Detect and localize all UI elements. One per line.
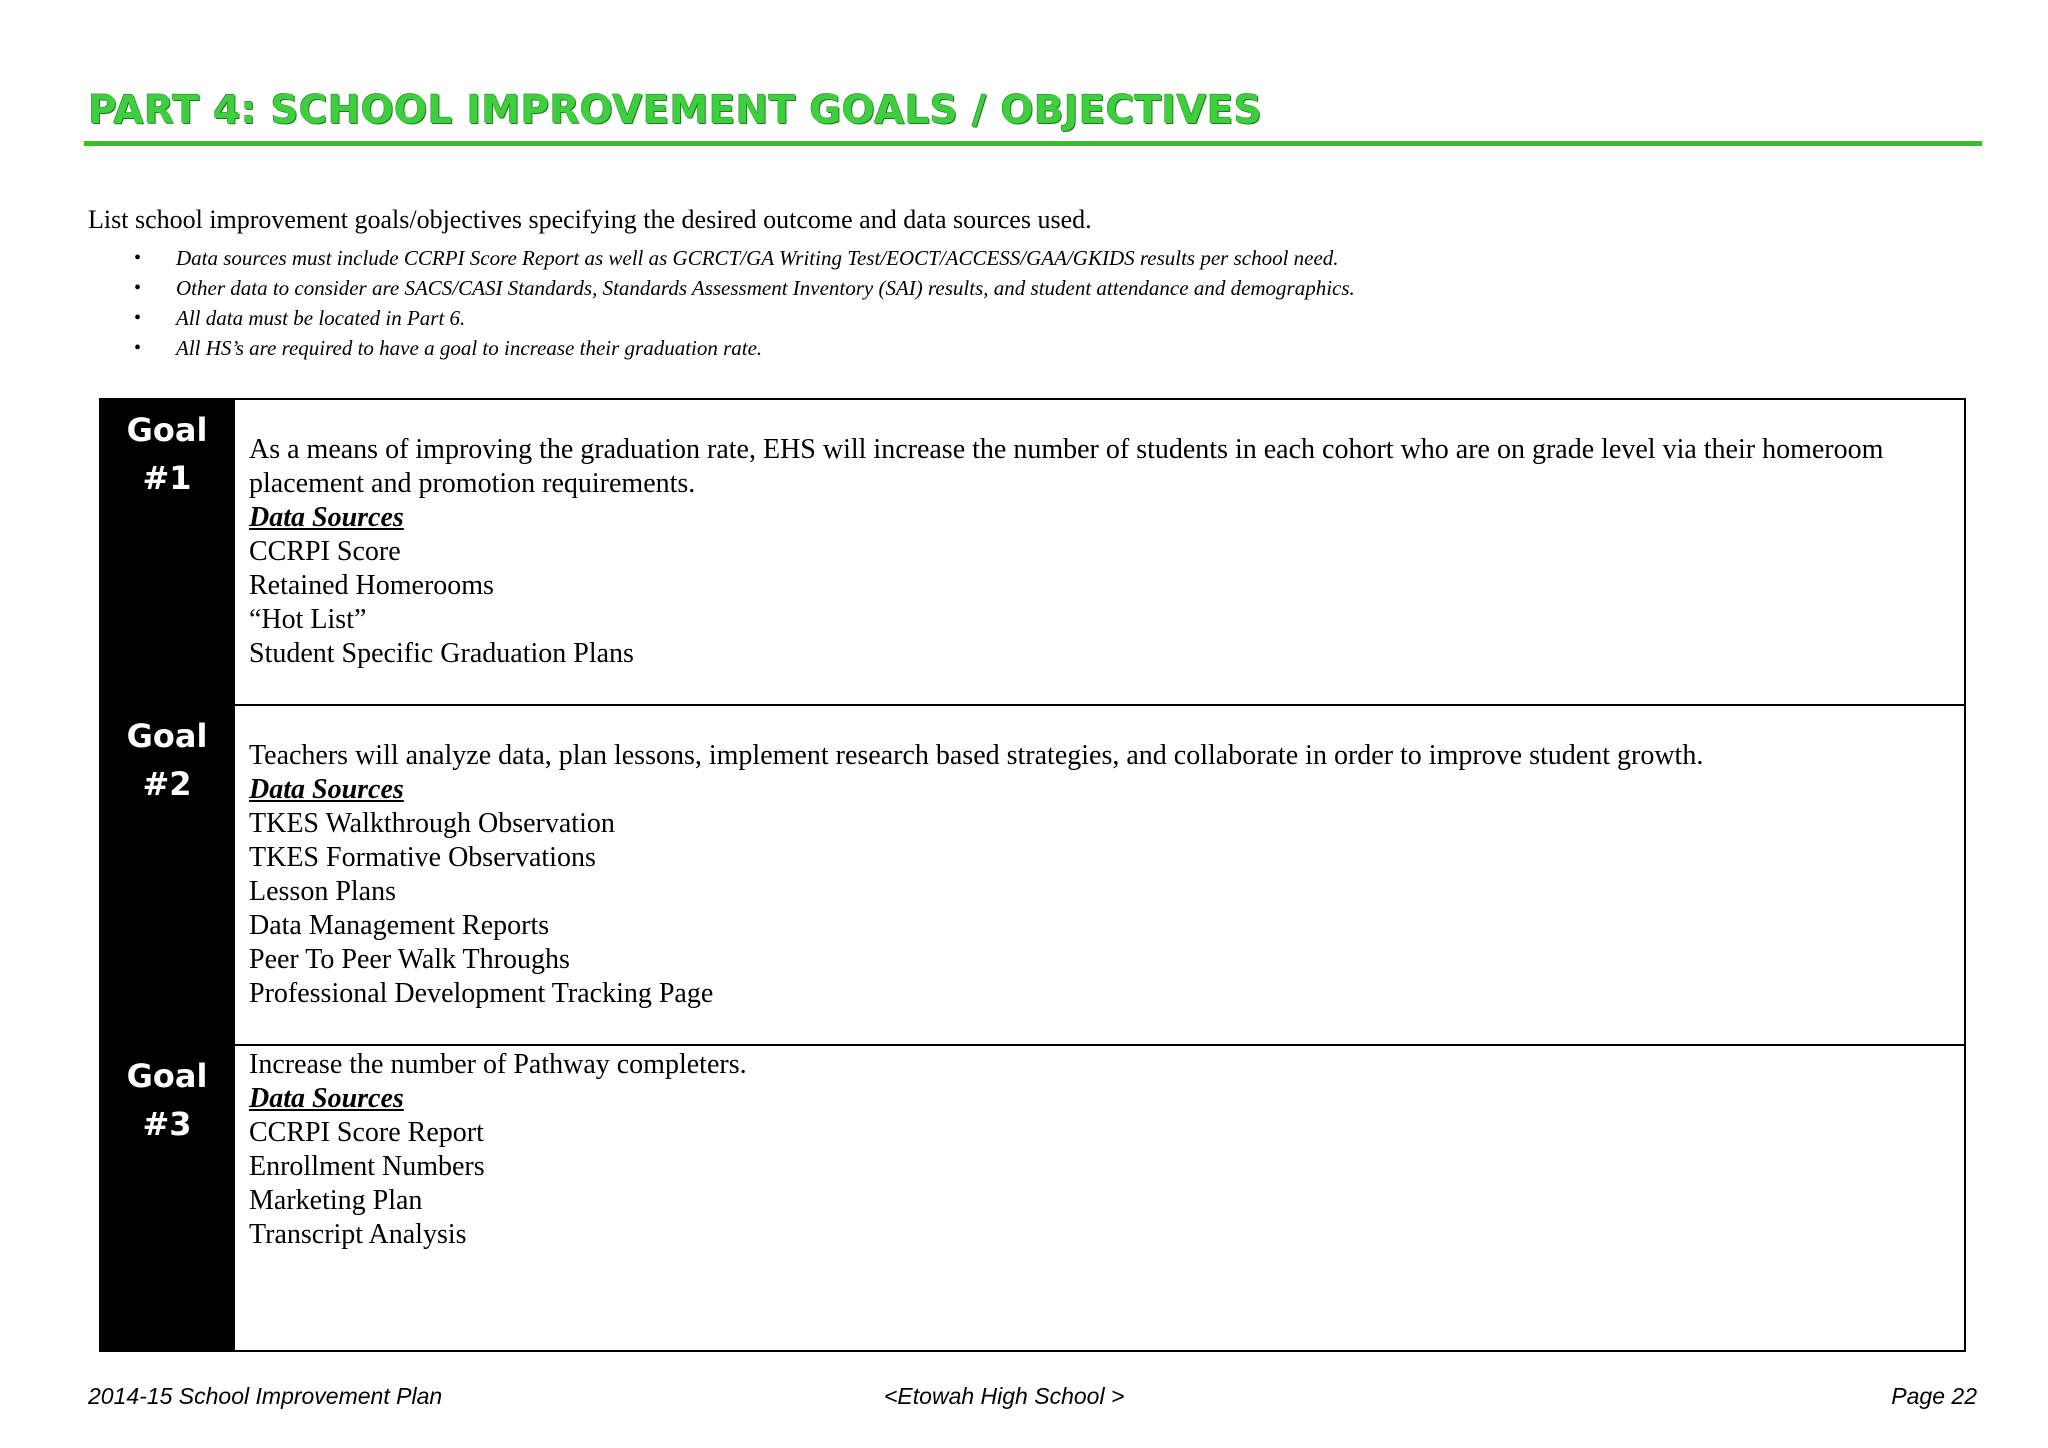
- data-sources-heading: Data Sources: [249, 1083, 404, 1114]
- goal-label: [101, 400, 233, 704]
- data-source-item: “Hot List”: [249, 604, 367, 635]
- data-source-item: Student Specific Graduation Plans: [249, 638, 634, 669]
- goal-description: Teachers will analyze data, plan lessons, implement research based strategies, and collaborate in order to improve student growth.: [249, 740, 1704, 771]
- bullet-icon: •: [134, 247, 142, 269]
- requirement-text: Other data to consider are SACS/CASI Standards, Standards Assessment Inventory (SAI) results, and student attendance and demographics.: [176, 276, 1355, 300]
- footer-page-number: Page 22: [1891, 1383, 1977, 1409]
- page-title: PART 4: SCHOOL IMPROVEMENT GOALS / OBJECTIVES: [88, 88, 1262, 133]
- goal-row-3: [99, 1046, 1966, 1352]
- goal-label-word: Goal: [126, 411, 208, 449]
- requirement-text: All data must be located in Part 6.: [176, 306, 466, 330]
- footer-school-name: <Etowah High School >: [884, 1383, 1125, 1409]
- data-source-item: Professional Development Tracking Page: [249, 978, 714, 1009]
- goal-content: [233, 706, 1964, 1044]
- requirement-item: [130, 243, 1355, 273]
- intro-text: List school improvement goals/objectives specifying the desired outcome and data sources used.: [88, 205, 1092, 234]
- data-source-item: Data Management Reports: [249, 910, 550, 941]
- goal-row-1: [99, 398, 1966, 706]
- requirement-item: [130, 333, 1355, 363]
- goal-label: [101, 706, 233, 1044]
- requirements-list: [130, 243, 1355, 363]
- bullet-icon: •: [134, 277, 142, 299]
- bullet-icon: •: [134, 337, 142, 359]
- bullet-icon: •: [134, 307, 142, 329]
- data-source-item: Marketing Plan: [249, 1185, 423, 1216]
- data-source-item: TKES Walkthrough Observation: [249, 808, 615, 839]
- data-source-item: CCRPI Score: [249, 536, 401, 567]
- goal-content: [233, 1046, 1964, 1350]
- data-source-item: Lesson Plans: [249, 876, 396, 907]
- data-source-item: TKES Formative Observations: [249, 842, 596, 873]
- goal-description: As a means of improving the graduation rate, EHS will increase the number of students in each cohort who are on grade level via their homeroom placement and promotion requirements.: [249, 434, 1884, 499]
- data-source-item: Retained Homerooms: [249, 570, 494, 601]
- data-source-item: Enrollment Numbers: [249, 1151, 485, 1182]
- goal-description: Increase the number of Pathway completers.: [249, 1049, 747, 1080]
- goal-content: [233, 400, 1964, 704]
- goal-label: [101, 1046, 233, 1350]
- data-source-item: CCRPI Score Report: [249, 1117, 484, 1148]
- data-sources-heading: Data Sources: [249, 502, 404, 533]
- footer-plan-title: 2014-15 School Improvement Plan: [88, 1383, 443, 1409]
- data-source-item: Peer To Peer Walk Throughs: [249, 944, 570, 975]
- goal-label-word: Goal: [126, 1057, 208, 1095]
- goal-label-word: Goal: [126, 717, 208, 755]
- goal-number: #3: [142, 1105, 192, 1143]
- requirement-text: All HS’s are required to have a goal to increase their graduation rate.: [176, 336, 763, 360]
- data-source-item: Transcript Analysis: [249, 1219, 467, 1250]
- goal-row-2: [99, 706, 1966, 1046]
- requirement-item: [130, 273, 1355, 303]
- data-sources-heading: Data Sources: [249, 774, 404, 805]
- goals-table: [99, 398, 1966, 1352]
- goal-number: #1: [142, 459, 192, 497]
- goal-number: #2: [142, 765, 192, 803]
- requirement-text: Data sources must include CCRPI Score Report as well as GCRCT/GA Writing Test/EOCT/ACCESS/GAA/GKIDS results per school need.: [176, 246, 1339, 270]
- requirement-item: [130, 303, 1355, 333]
- title-underline: [84, 141, 1982, 146]
